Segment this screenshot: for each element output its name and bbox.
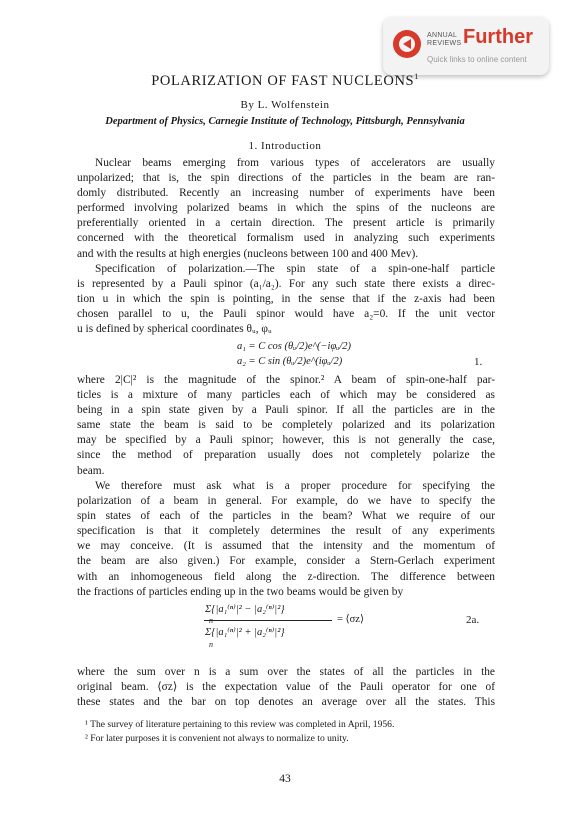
equation-2a-denominator: Σ{|a₁⁽ⁿ⁾|² + |a₂⁽ⁿ⁾|²} bbox=[205, 627, 285, 638]
equation-2a-numerator: Σ{|a₁⁽ⁿ⁾|² − |a₂⁽ⁿ⁾|²} bbox=[205, 604, 285, 615]
paragraph-specification: Specification of polarization.—The spin state of a spin-one-half particle is represented by a Pauli spinor (a₁/a₂). For any such state there exists a direc- tion u in which the spin is pointing, in the sense that if the z-axis had been chosen parallel to u, the Pauli spinor would have a₂=0. If the unit vector u is defined by spherical coordinates θᵤ, φᵤ bbox=[77, 263, 495, 336]
equation-2a-sub-n-bottom: n bbox=[209, 640, 213, 649]
section-heading: 1. Introduction bbox=[248, 140, 322, 152]
department-line: Department of Physics, Carnegie Institute of Technology, Pittsburgh, Pennsylvania bbox=[105, 116, 465, 127]
page-number: 43 bbox=[279, 773, 291, 785]
further-badge[interactable] bbox=[383, 17, 549, 75]
fraction-bar bbox=[204, 620, 332, 621]
author-line: By L. Wolfenstein bbox=[240, 99, 330, 111]
equation-2a-rhs: = ⟨σz⟩ bbox=[337, 614, 365, 625]
play-logo-icon bbox=[392, 29, 422, 59]
paragraph-procedure: We therefore must ask what is a proper procedure for specifying the polarization of a beam in general. For example, do we have to specify the spin states of each of the particles in the beam? What we require of our specification is that it completely determines the result of any experiments we may conceive. (It is assumed that the intensity and the momentum of the beam are also given.) For example, consider a Stern-Gerlach experiment with an inhomogeneous field along the z-direction. The difference between the fractions of particles ending up in the two beams would be given by bbox=[77, 480, 495, 598]
paragraph-intro: Nuclear beams emerging from various types of accelerators are usually unpolarized; that is, the spin directions of the particles in the beam are ran- domly distributed. Recently an increasing number of experiments have been performed involving polarized beams in which the spins of the nucleons are preferentially oriented in a certain direction. The present article is primarily concerned with the theoretical formalism used in analyzing such experiments and with the results at high energies (nucleons between 100 and 400 Mev). bbox=[77, 157, 495, 260]
paragraph-sum: where the sum over n is a sum over the states of all the particles in the original beam. ⟨σz⟩ is the expectation value of the Pauli operator for one of these states and the bar on top denotes an average over all the states. This bbox=[77, 666, 495, 709]
footnote-1: ¹ The survey of literature pertaining to this review was completed in April, 1956. bbox=[85, 719, 395, 730]
footnote-2: ² For later purposes it is convenient not always to normalize to unity. bbox=[85, 733, 349, 744]
further-label: Further bbox=[463, 26, 533, 48]
annual-reviews-label: ANNUAL REVIEWS bbox=[427, 32, 462, 47]
equation-2a-number: 2a. bbox=[466, 614, 480, 626]
equation-1-number: 1. bbox=[474, 356, 483, 368]
article-title: POLARIZATION OF FAST NUCLEONS$^1$ bbox=[151, 72, 419, 89]
equation-1-line-1: a₁ = C cos (θᵤ/2)e^(−iφᵤ/2) bbox=[237, 341, 352, 352]
quick-links-label: Quick links to online content bbox=[427, 55, 527, 64]
paragraph-beam: where 2|C|² is the magnitude of the spinor.² A beam of spin-one-half par- ticles is a mixture of many particles each of which may be considered as being in a spin state given by a Pauli spinor. If all the particles are in the same state the beam is said to be completely polarized and its polarization may be specified by a Pauli spinor; however, this is not generally the case, since the method of preparation usually does not completely polarize the beam. bbox=[77, 374, 495, 477]
equation-1-line-2: a₂ = C sin (θᵤ/2)e^(iφᵤ/2) bbox=[237, 356, 343, 367]
